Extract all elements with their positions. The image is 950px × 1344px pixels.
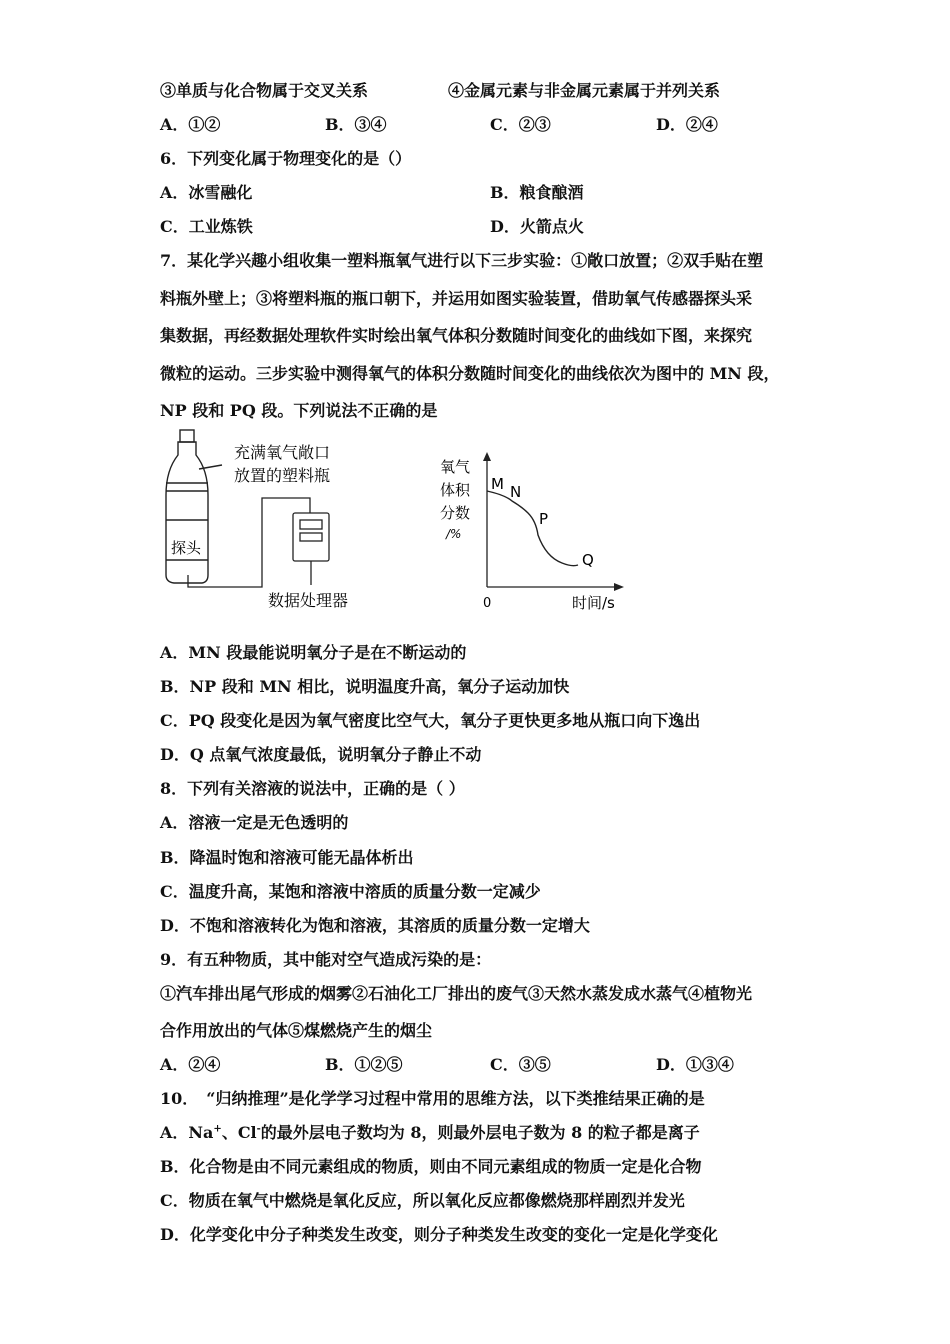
- point-label-p: P: [539, 510, 549, 528]
- oxygen-chart: [440, 452, 624, 612]
- device-label: 数据处理器: [268, 591, 349, 610]
- q10-option-d: D．化学变化中分子种类发生改变，则分子种类发生改变的变化一定是化学变化: [160, 1225, 718, 1244]
- q6-stem: 6．下列变化属于物理变化的是（）: [160, 149, 412, 168]
- q8-option-a: A．溶液一定是无色透明的: [160, 813, 349, 832]
- point-label-m: M: [491, 475, 504, 493]
- x-axis-arrow-icon: [614, 583, 624, 591]
- point-label-n: N: [510, 483, 522, 501]
- q7-figure: [150, 425, 640, 620]
- q10-stem: 10． “归纳推理”是化学学习过程中常用的思维方法，以下类推结果正确的是: [160, 1089, 705, 1108]
- top-option-c: C．②③: [490, 115, 551, 134]
- statement-3: ③单质与化合物属于交叉关系: [160, 81, 369, 100]
- q10-a-rest: 的最外层电子数均为 8，则最外层电子数为 8 的粒子都是离子: [260, 1123, 700, 1142]
- q8-option-c: C．温度升高，某饱和溶液中溶质的质量分数一定减少: [160, 882, 541, 901]
- bottle-label-2: 放置的塑料瓶: [234, 466, 331, 485]
- q7-option-c: C．PQ 段变化是因为氧气密度比空气大，氧分子更快更多地从瓶口向下逸出: [160, 711, 701, 730]
- q6-option-c: C．工业炼铁: [160, 217, 253, 236]
- q9-option-a: A．②④: [160, 1055, 221, 1074]
- q6-option-b: B．粮食酿酒: [490, 183, 584, 202]
- q7-stem-line-3: 集数据，再经数据处理软件实时绘出氧气体积分数随时间变化的曲线如下图，来探究: [160, 326, 753, 345]
- q9-line-3: 合作用放出的气体⑤煤燃烧产生的烟尘: [160, 1021, 433, 1040]
- q10-a-sup-minus: -: [256, 1123, 261, 1135]
- q6-option-a: A．冰雪融化: [160, 183, 253, 202]
- q8-option-b: B．降温时饱和溶液可能无晶体析出: [160, 848, 414, 867]
- q6-option-d: D．火箭点火: [490, 217, 584, 236]
- y-label-line-2: 体积: [440, 481, 471, 499]
- top-option-a: A．①②: [160, 115, 221, 134]
- oxygen-curve: [487, 491, 578, 566]
- q7-option-d: D．Q 点氧气浓度最低，说明氧分子静止不动: [160, 745, 482, 764]
- q10-option-c: C．物质在氧气中燃烧是氧化反应，所以氧化反应都像燃烧那样剧烈并发光: [160, 1191, 685, 1210]
- data-processor-icon: [293, 513, 329, 585]
- q10-option-b: B．化合物是由不同元素组成的物质，则由不同元素组成的物质一定是化合物: [160, 1157, 702, 1176]
- q8-option-d: D．不饱和溶液转化为饱和溶液，其溶质的质量分数一定增大: [160, 916, 590, 935]
- origin-label: 0: [483, 596, 492, 611]
- y-label-line-1: 氧气: [440, 458, 471, 476]
- q10-a-prefix: A．Na: [160, 1123, 214, 1142]
- q10-a-mid: 、Cl: [221, 1123, 257, 1142]
- q7-stem-line-2: 料瓶外壁上；③将塑料瓶的瓶口朝下，并运用如图实验装置，借助氧气传感器探头采: [160, 289, 753, 308]
- top-option-b: B．③④: [325, 115, 387, 134]
- q9-stem: 9．有五种物质，其中能对空气造成污染的是：: [160, 950, 492, 969]
- q7-option-b: B．NP 段和 MN 相比，说明温度升高，氧分子运动加快: [160, 677, 570, 696]
- probe-label: 探头: [171, 539, 202, 557]
- y-axis-arrow-icon: [483, 452, 491, 461]
- y-label-line-3: 分数: [440, 504, 471, 522]
- plastic-bottle-icon: [166, 430, 222, 583]
- q7-stem-line-4: 微粒的运动。三步实验中测得氧气的体积分数随时间变化的曲线依次为图中的 MN 段，: [160, 364, 780, 383]
- top-option-d: D．②④: [656, 115, 718, 134]
- q10-a-sup-plus: +: [213, 1123, 222, 1135]
- statement-4: ④金属元素与非金属元素属于并列关系: [448, 81, 721, 100]
- q9-line-2: ①汽车排出尾气形成的烟雾②石油化工厂排出的废气③天然水蒸发成水蒸气④植物光: [160, 984, 753, 1003]
- y-label-line-4: /%: [446, 527, 462, 541]
- probe-cable: [188, 498, 310, 587]
- point-label-q: Q: [582, 551, 594, 569]
- q7-option-a: A．MN 段最能说明氧分子是在不断运动的: [160, 643, 467, 662]
- q9-option-d: D．①③④: [656, 1055, 734, 1074]
- bottle-label-1: 充满氧气敞口: [234, 443, 331, 462]
- q10-option-a: [160, 1120, 700, 1143]
- q7-stem-line-5: NP 段和 PQ 段。下列说法不正确的是: [160, 401, 438, 420]
- q9-option-b: B．①②⑤: [325, 1055, 403, 1074]
- q8-stem: 8．下列有关溶液的说法中，正确的是（ ）: [160, 779, 465, 798]
- q7-stem-line-1: 7．某化学兴趣小组收集一塑料瓶氧气进行以下三步实验：①敞口放置；②双手贴在塑: [160, 251, 764, 270]
- q9-option-c: C．③⑤: [490, 1055, 551, 1074]
- x-axis-label: 时间/s: [572, 594, 615, 612]
